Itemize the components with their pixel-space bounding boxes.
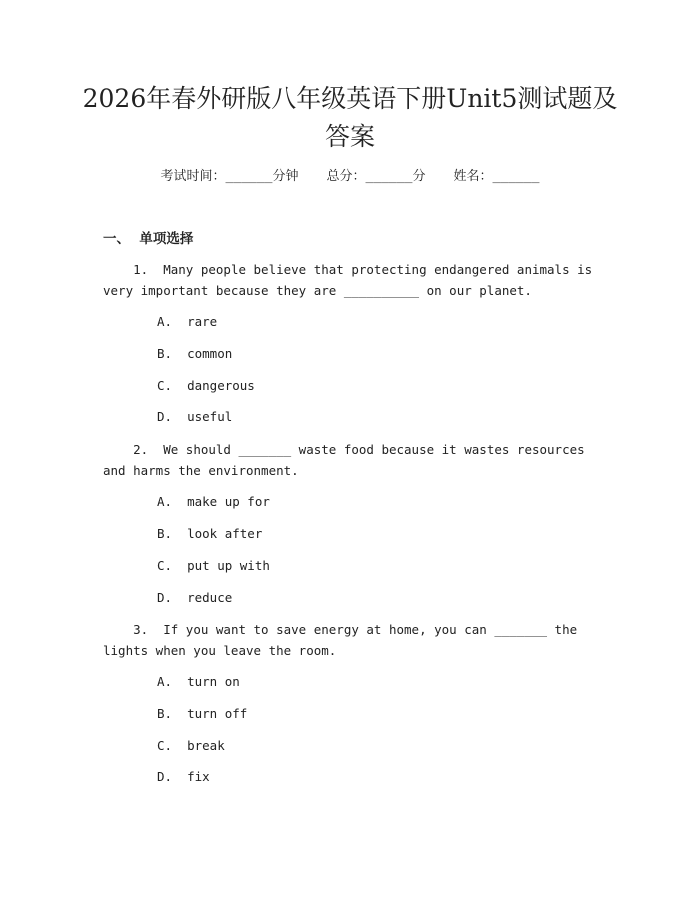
question-2-option-a: A. make up for	[157, 494, 270, 509]
question-2-option-d: D. reduce	[157, 590, 233, 605]
exam-info-line	[0, 167, 700, 187]
student-name-field: 姓名：______	[453, 169, 540, 184]
question-3-stem: 3. If you want to save energy at home, you can _______ the lights when you leave the room.	[103, 622, 585, 658]
page-title: 2026年春外研版八年级英语下册Unit5测试题及答案	[82, 84, 618, 151]
question-1-option-b: B. common	[157, 346, 233, 361]
question-3-option-a: A. turn on	[157, 674, 240, 689]
question-1-stem: 1. Many people believe that protecting endangered animals is very important because they are __________ on our planet.	[103, 262, 600, 298]
section-heading: 一、 单项选择	[103, 231, 194, 247]
question-1-option-a: A. rare	[157, 314, 218, 329]
question-3-option-c: C. break	[157, 738, 225, 753]
total-score-field: 总分：______分	[326, 169, 426, 184]
question-2-stem: 2. We should _______ waste food because it wastes resources and harms the environment.	[103, 442, 593, 478]
exam-time-field: 考试时间：______分钟	[160, 169, 299, 184]
question-3-option-b: B. turn off	[157, 706, 248, 721]
question-2-option-b: B. look after	[157, 526, 263, 541]
question-1-option-c: C. dangerous	[157, 378, 255, 393]
question-1-option-d: D. useful	[157, 409, 233, 424]
question-3-option-d: D. fix	[157, 769, 210, 784]
question-2-option-c: C. put up with	[157, 558, 270, 573]
